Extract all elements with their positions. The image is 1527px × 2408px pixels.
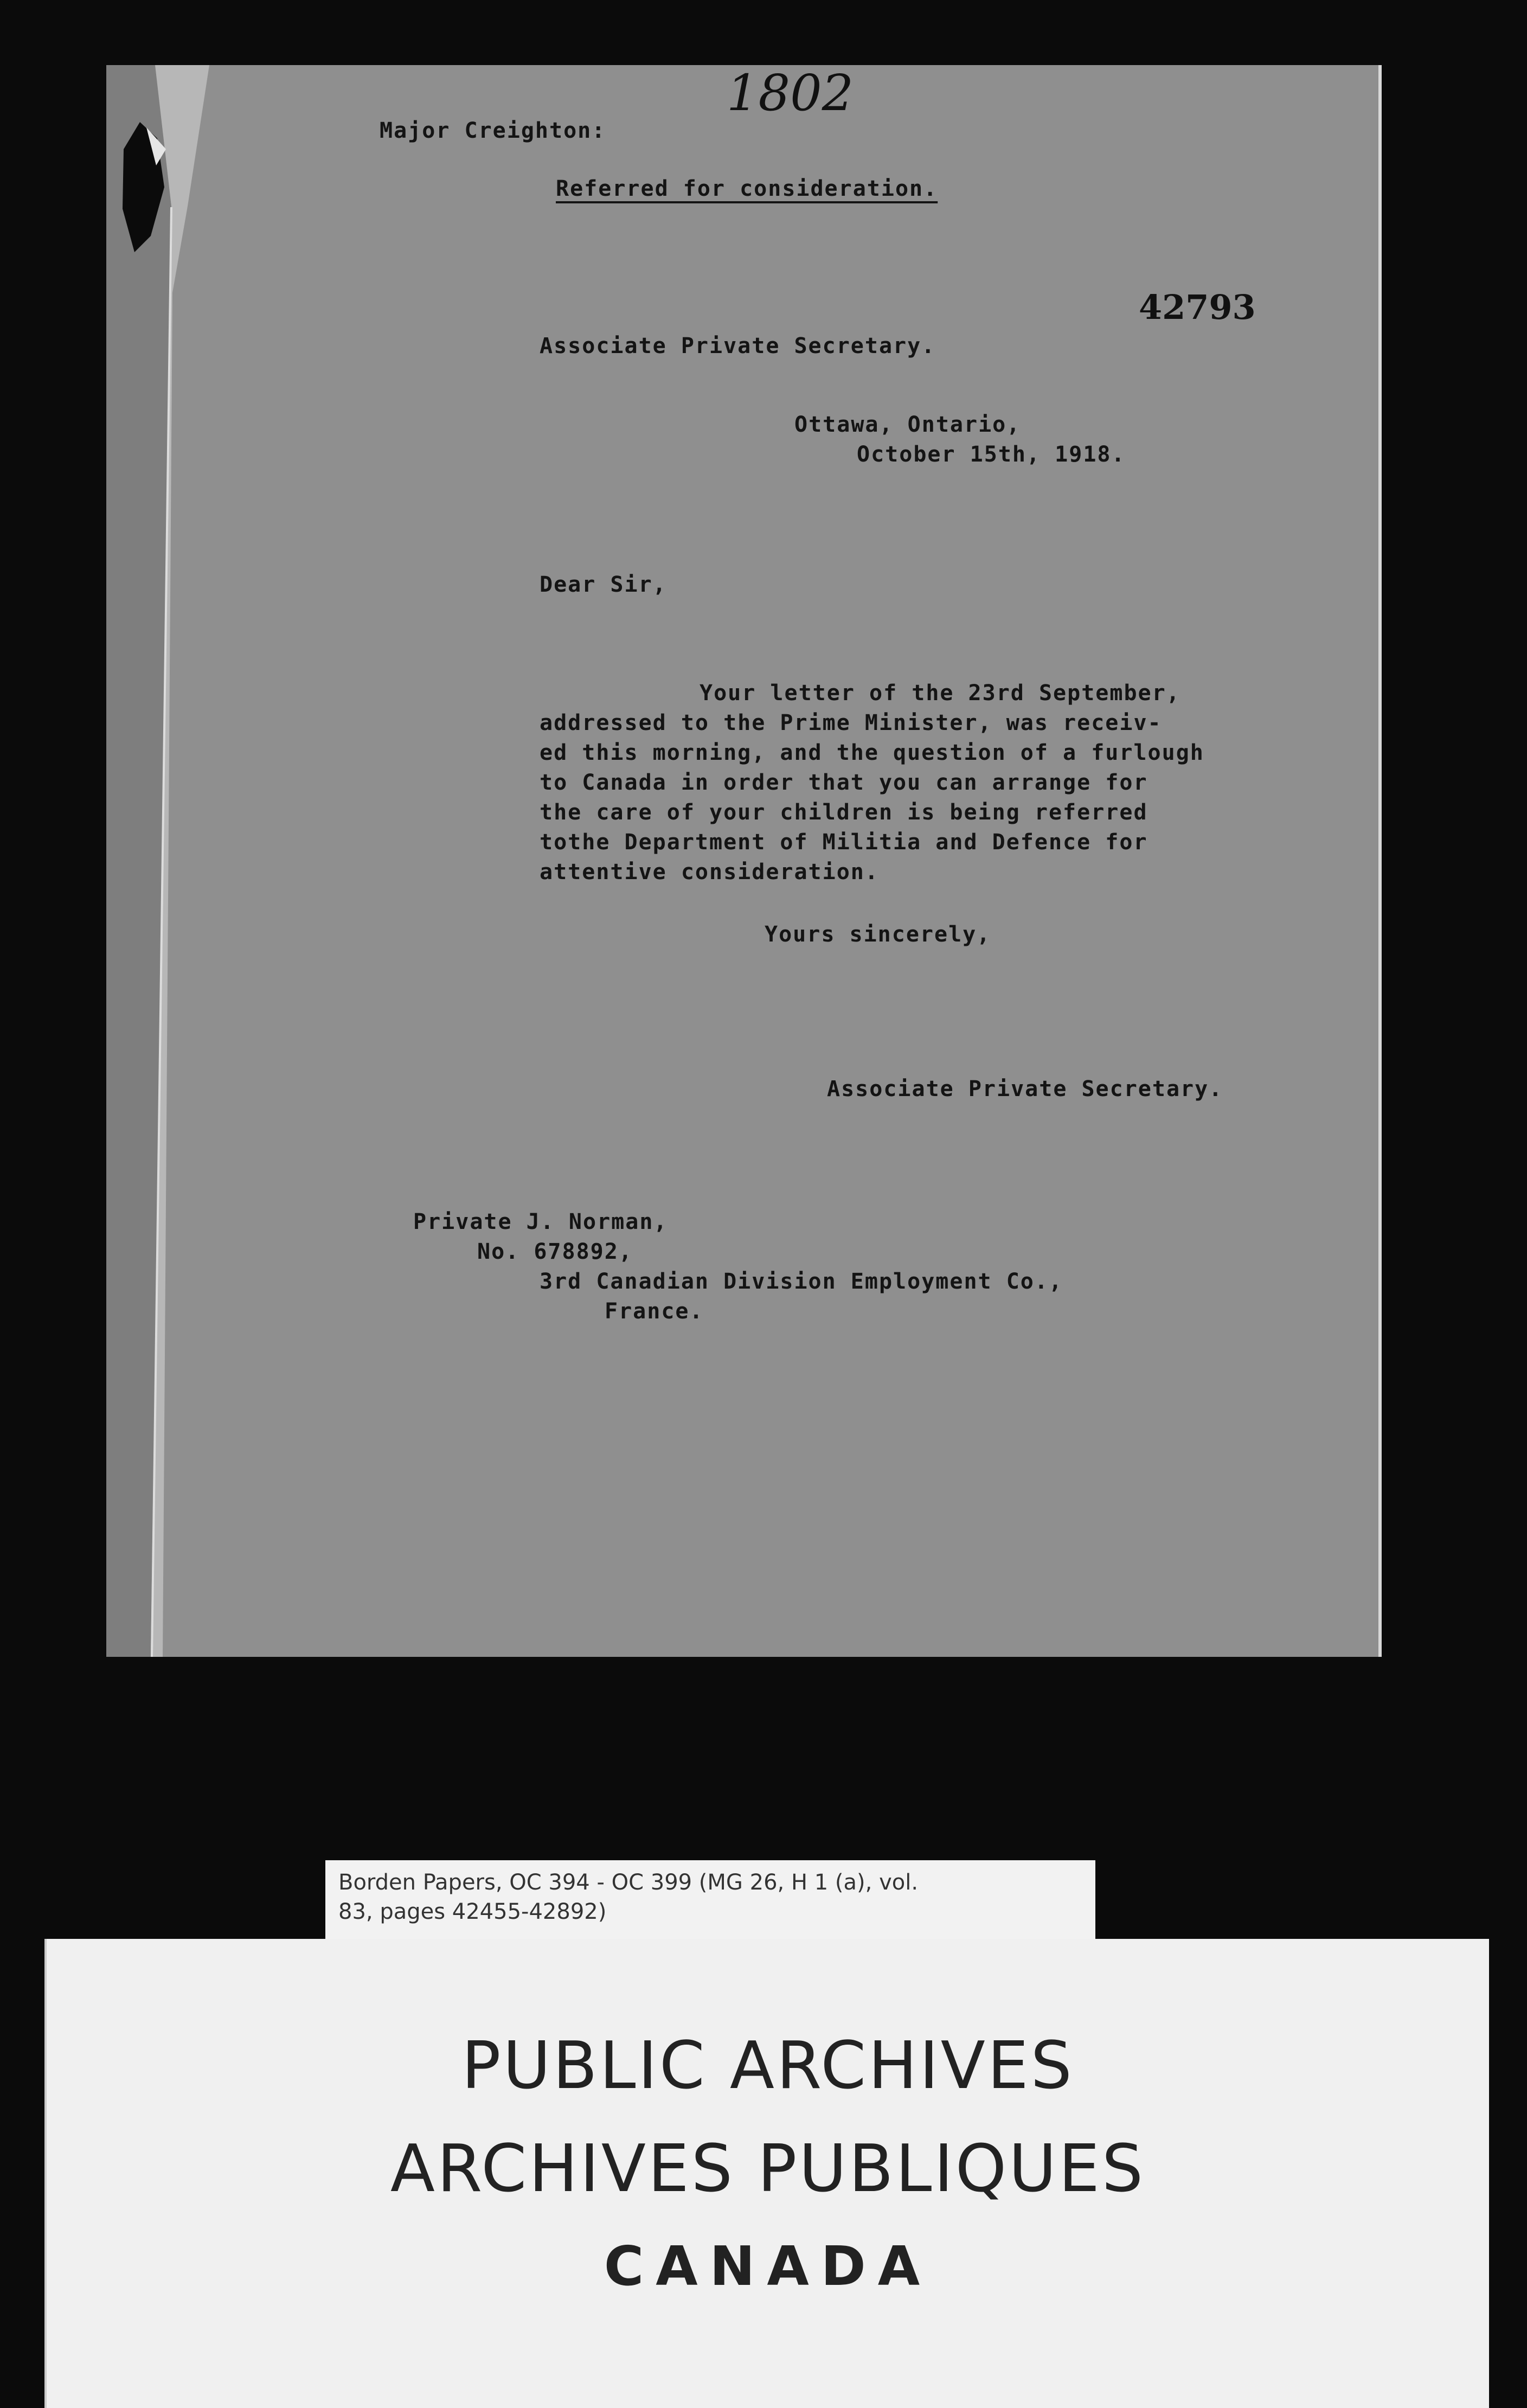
body-line: to Canada in order that you can arrange for [540,770,1148,795]
archive-title-fr: ARCHIVES PUBLIQUES [390,2131,1146,2207]
file-number-stamp: 42793 [1139,287,1256,327]
address-line: Private J. Norman, [413,1209,668,1234]
referral-note: Referred for consideration. [556,176,938,201]
archives-card [44,1939,1489,2408]
body-line: Your letter of the 23rd September, [700,681,1180,706]
sender-title: Associate Private Secretary. [540,334,936,358]
body-line: ed this morning, and the question of a furlough [540,740,1204,765]
reference-line: 83, pages 42455-42892) [338,1899,607,1924]
address-line: No. 678892, [477,1239,633,1264]
body-line: tothe Department of Militia and Defence for [540,830,1148,855]
signature-title: Associate Private Secretary. [827,1077,1223,1101]
country-label: CANADA [604,2234,932,2298]
reference-label [325,1860,1095,1942]
salutation: Dear Sir, [540,572,667,597]
closing: Yours sincerely, [765,922,991,947]
address-line: 3rd Canadian Division Employment Co., [540,1269,1063,1294]
date-line: October 15th, 1918. [857,442,1126,467]
routing-note: Major Creighton: [380,118,606,143]
address-line: France. [605,1299,704,1324]
body-line: addressed to the Prime Minister, was receiv- [540,710,1162,735]
handwritten-number: 1802 [727,64,854,122]
place-line: Ottawa, Ontario, [794,412,1021,437]
archive-title-en: PUBLIC ARCHIVES [461,2028,1074,2104]
folded-edge [106,65,285,1657]
torn-hole [118,117,167,255]
body-line: the care of your children is being referred [540,800,1148,825]
reference-line: Borden Papers, OC 394 - OC 399 (MG 26, H 1 (a), vol. [338,1870,919,1895]
body-line: attentive consideration. [540,860,879,885]
